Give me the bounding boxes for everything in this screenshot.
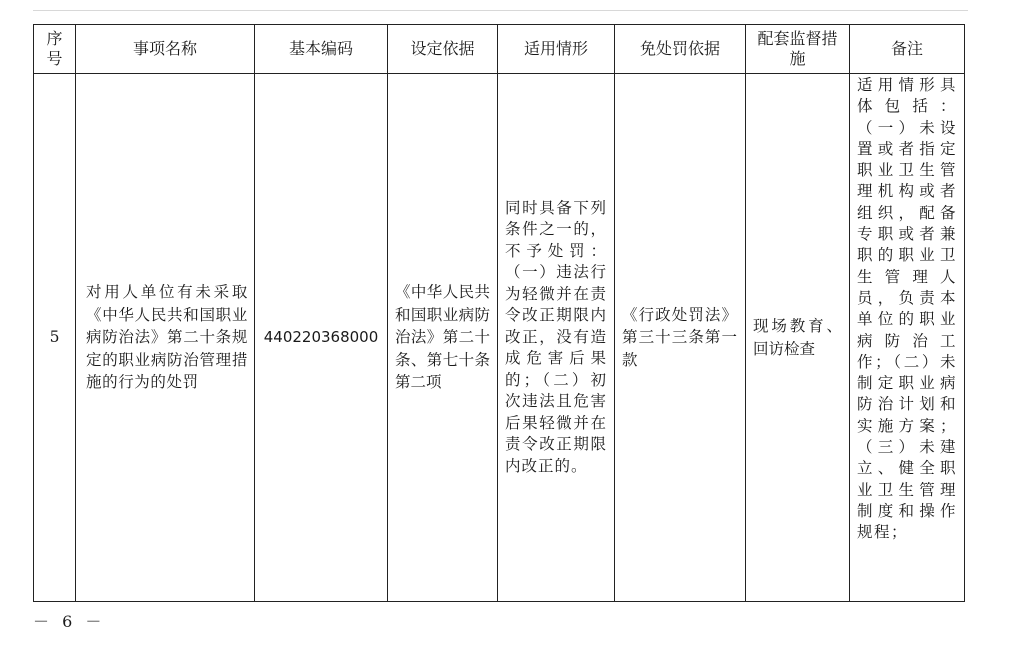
cell-exemption-basis [615,74,746,602]
situation-text: 同时具备下列条件之一的，不予处罚：（一）违法行为轻微并在责令改正期限内改正，没有造成危害后果的；（二）初次违法且危害后果轻微并在责令改正期限内改正的。 [505,198,607,475]
header-basis: 设定依据 [388,25,498,74]
header-remark: 备注 [850,25,965,74]
cell-seq: 5 [34,74,76,602]
header-seq: 序号 [34,25,76,74]
top-rule [33,10,968,11]
penalty-exemption-table [33,24,965,602]
basis-text: 《中华人民共和国职业病防治法》第二十条、第七十条第二项 [395,283,490,392]
cell-basis [388,74,498,602]
header-exemption-basis: 免处罚依据 [615,25,746,74]
header-row [34,25,965,74]
header-code: 基本编码 [255,25,388,74]
supervision-text: 现场教育、回访检查 [753,317,842,358]
header-situation: 适用情形 [498,25,615,74]
item-name-text: 对用人单位有未采取《中华人民共和国职业病防治法》第二十条规定的职业病防治管理措施的行为的处罚 [86,283,248,392]
exemption-basis-text: 《行政处罚法》第三十三条第一款 [622,305,738,369]
cell-code [255,74,388,602]
cell-supervision [746,74,850,602]
cell-remark [850,74,965,602]
cell-situation [498,74,615,602]
code-text: 440220368000 [263,328,379,347]
page-number: － 6 － [33,612,106,631]
remark-text: 适用情形具体包括：（一）未设置或者指定职业卫生管理机构或者组织，配备专职或者兼职的职业卫生管理人员，负责本单位的职业病防治工作；（二）未制定职业病防治计划和实施方案；（三）未建立、健全职业卫生管理制度和操作规程； [857,76,957,542]
table-row [34,74,965,602]
header-item-name: 事项名称 [76,25,255,74]
header-supervision: 配套监督措施 [746,25,850,74]
cell-item-name [76,74,255,602]
